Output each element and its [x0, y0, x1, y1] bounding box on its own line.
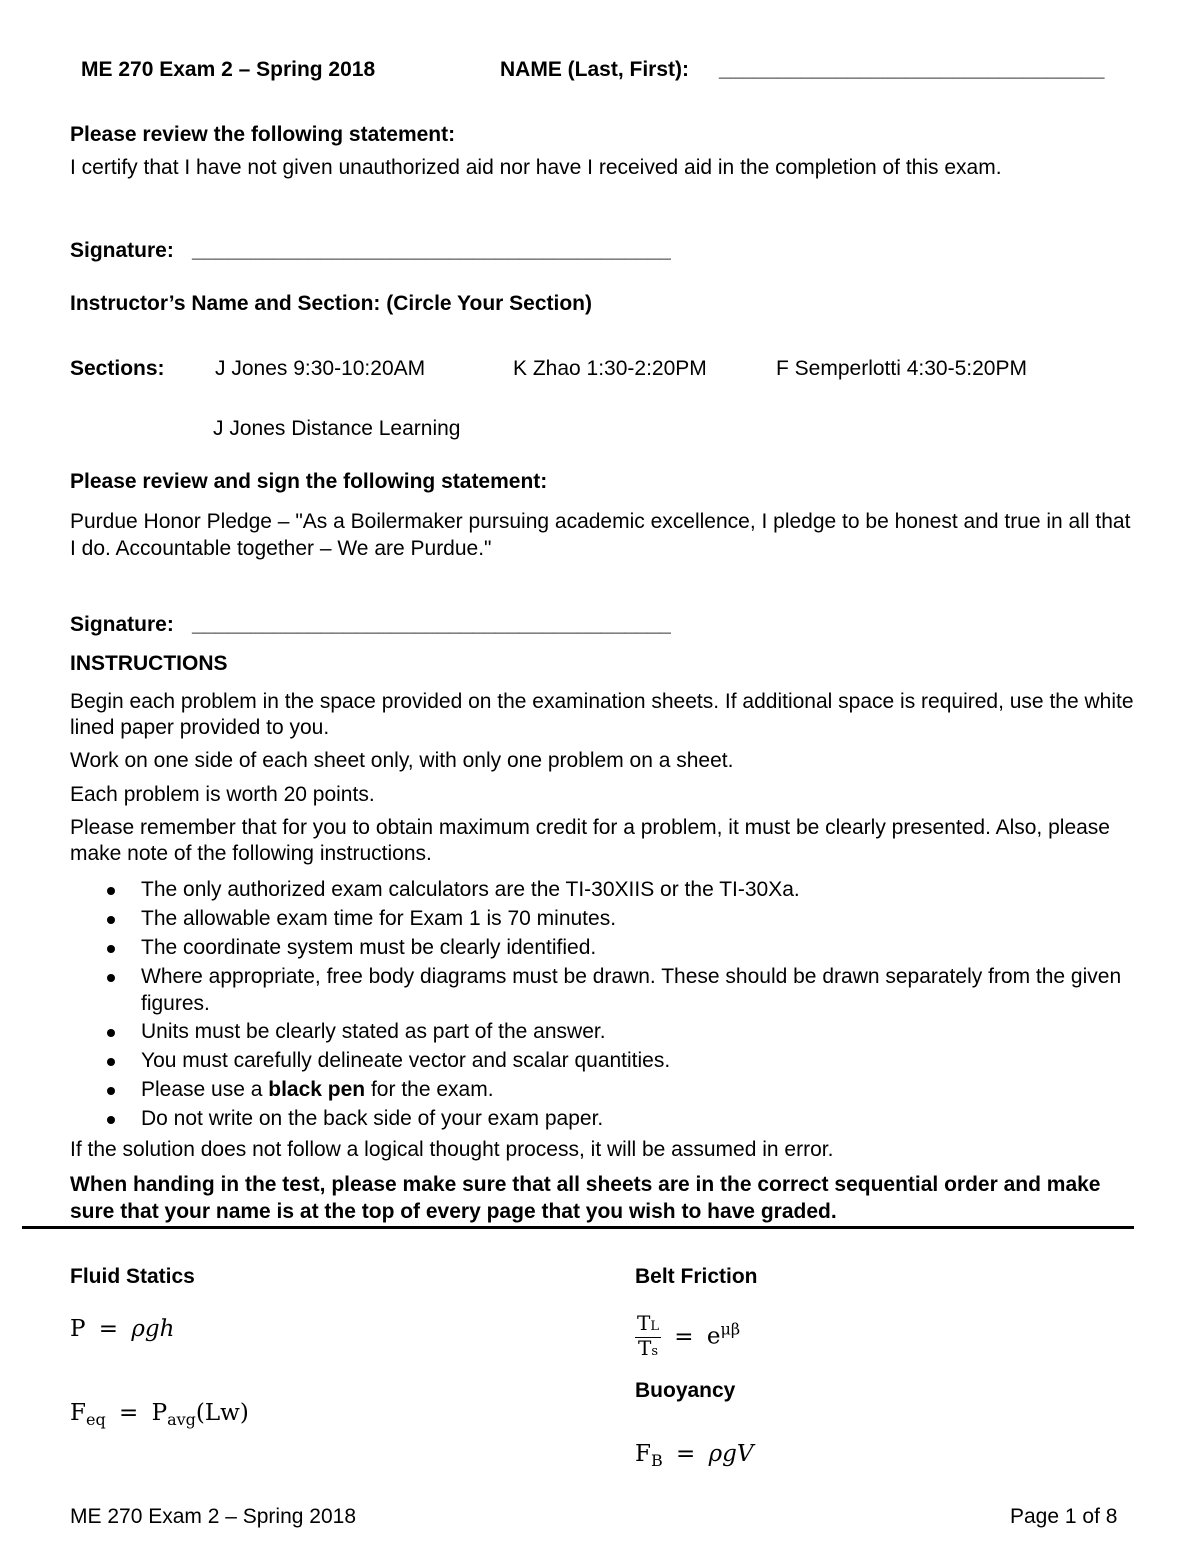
pledge-text: Purdue Honor Pledge – "As a Boilermaker pursuing academic excellence, I pledge to be honest and true in all that I do. Accountable together – We are Purdue." [70, 510, 1131, 560]
instruction-paragraph: Please remember that for you to obtain maximum credit for a problem, it must be clearly presented. Also, please make note of the following instructions. [70, 816, 1110, 865]
pressure-equation: P = ρgh [70, 1316, 175, 1342]
bullet-icon [107, 1087, 115, 1095]
belt-friction-heading: Belt Friction [635, 1265, 758, 1288]
instruction-paragraph: Begin each problem in the space provided on the examination sheets. If additional space is required, use the white lined paper provided to you. [70, 690, 1134, 739]
instructor-label: Instructor’s Name and Section: (Circle Your Section) [70, 292, 592, 315]
name-label: NAME (Last, First): [500, 58, 689, 81]
bullet-icon [107, 974, 115, 982]
bullet-icon [107, 1058, 115, 1066]
bullet-icon [107, 887, 115, 895]
signature-line[interactable]: _________________________________________ [192, 239, 671, 262]
page-number: Page 1 of 8 [1010, 1505, 1118, 1528]
list-item [70, 1076, 1130, 1104]
handing-in-note: When handing in the test, please make sure that all sheets are in the correct sequential order and make sure that your name is at the top of every page that you wish to have graded. [70, 1173, 1101, 1223]
logic-note: If the solution does not follow a logical thought process, it will be assumed in error. [70, 1138, 834, 1161]
bullet-text: The allowable exam time for Exam 1 is 70 minutes. [141, 907, 617, 930]
instructions-heading: INSTRUCTIONS [70, 652, 228, 675]
instruction-paragraph: Work on one side of each sheet only, with only one problem on a sheet. [70, 749, 734, 772]
list-item [70, 905, 1130, 933]
certify-text: I certify that I have not given unauthorized aid nor have I received aid in the completion of this exam. [70, 156, 1002, 179]
bullet-text-after: for the exam. [365, 1078, 494, 1101]
list-item [70, 876, 1130, 904]
bullet-icon [107, 916, 115, 924]
signature-label: Signature: [70, 613, 174, 636]
bullet-icon [107, 1116, 115, 1124]
bullet-text: Where appropriate, free body diagrams must be drawn. These should be drawn separately from the given figures. [141, 965, 1122, 1015]
section-option-zhao[interactable]: K Zhao 1:30-2:20PM [513, 357, 707, 380]
equivalent-force-equation: $F_{eq} = P_{avg}(Lw)$ [70, 1400, 249, 1429]
certify-heading: Please review the following statement: [70, 123, 456, 146]
belt-friction-equation: $\frac{TL}{Ts}$ = $e^{\mu\beta}$ [637, 1311, 741, 1360]
exam-title: ME 270 Exam 2 – Spring 2018 [81, 58, 376, 81]
section-option-semperlotti[interactable]: F Semperlotti 4:30-5:20PM [776, 357, 1027, 380]
list-item [70, 1105, 1130, 1133]
sections-label: Sections: [70, 357, 165, 380]
list-item [70, 934, 1130, 962]
list-item [70, 1018, 1130, 1046]
buoyancy-equation: $F_B = \rho gV$ [635, 1441, 754, 1470]
section-option-distance[interactable]: J Jones Distance Learning [213, 417, 461, 440]
bullet-icon [107, 945, 115, 953]
section-divider [22, 1226, 1134, 1229]
bullet-text: The coordinate system must be clearly identified. [141, 936, 597, 959]
bullet-text: Do not write on the back side of your exam paper. [141, 1107, 604, 1130]
list-item [70, 1047, 1130, 1075]
bullet-text: You must carefully delineate vector and scalar quantities. [141, 1049, 671, 1072]
list-item [70, 963, 1130, 1017]
pledge-heading: Please review and sign the following statement: [70, 470, 548, 493]
footer-course: ME 270 Exam 2 – Spring 2018 [70, 1505, 357, 1528]
section-option-jones[interactable]: J Jones 9:30-10:20AM [215, 357, 426, 380]
bullet-text-before: Please use a [141, 1078, 269, 1101]
bullet-text: Units must be clearly stated as part of the answer. [141, 1020, 606, 1043]
instruction-bullet-list [70, 876, 1130, 1134]
instruction-paragraph: Each problem is worth 20 points. [70, 783, 375, 806]
bullet-icon [107, 1029, 115, 1037]
fluid-statics-heading: Fluid Statics [70, 1265, 195, 1288]
buoyancy-heading: Buoyancy [635, 1379, 736, 1402]
name-field-line[interactable]: _________________________________ [719, 58, 1105, 81]
bullet-text: The only authorized exam calculators are the TI-30XIIS or the TI-30Xa. [141, 878, 800, 901]
bullet-text-bold: black pen [268, 1078, 366, 1101]
signature-line[interactable]: _________________________________________ [192, 613, 671, 636]
signature-label: Signature: [70, 239, 174, 262]
